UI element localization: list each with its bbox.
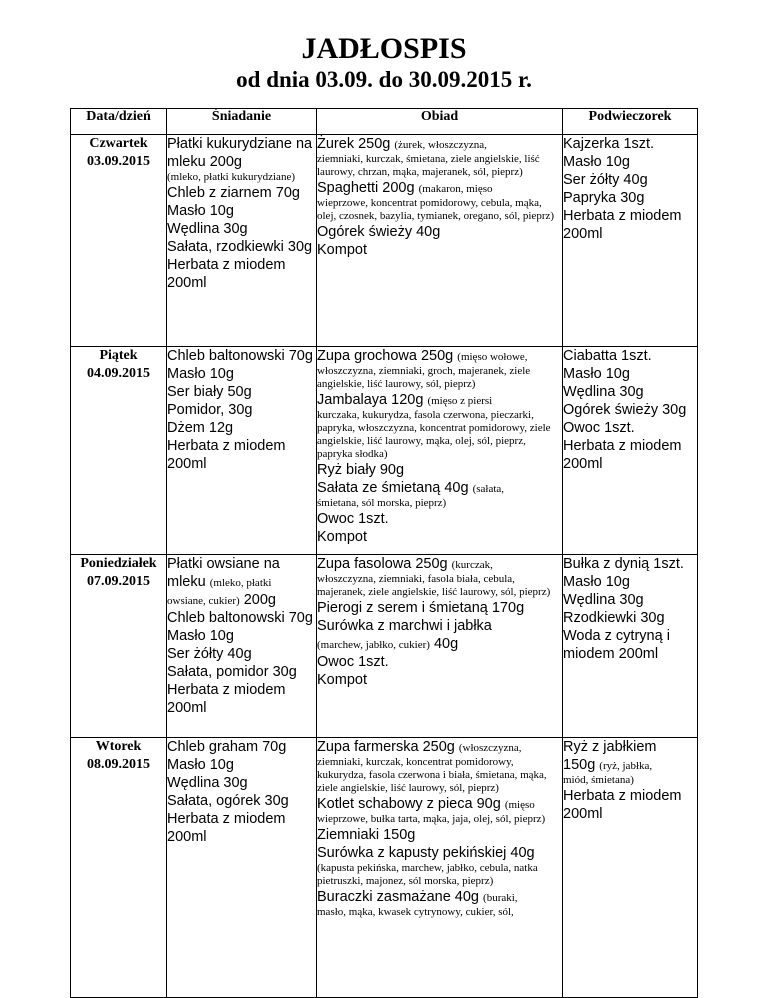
dish-name: Pomidor, 30g: [167, 402, 253, 418]
menu-item: [563, 365, 697, 383]
menu-item: [167, 419, 316, 437]
dish-name: Ciabatta 1szt.: [563, 348, 652, 364]
menu-item: [563, 383, 697, 401]
menu-item: [167, 609, 316, 627]
ingredients-note: (marchew, jabłko, cukier): [317, 639, 430, 651]
breakfast-cell: [167, 738, 317, 998]
ingredients-note: (mięso wołowe,: [457, 351, 528, 363]
dish-name: Żurek 250g: [317, 136, 391, 152]
dish-name: 150g: [563, 757, 596, 773]
dish-name: Ser biały 50g: [167, 384, 252, 400]
menu-item: [317, 241, 562, 259]
menu-item: [167, 238, 316, 256]
dish-name: Surówka z marchwi i jabłka: [317, 618, 492, 634]
dish-name: Woda z cytryną i miodem 200ml: [563, 628, 670, 662]
ingredients-note: (mięso z piersi: [427, 395, 493, 407]
dish-name: Ogórek świeży 30g: [563, 402, 687, 418]
menu-item: [317, 635, 562, 653]
dish-name: Płatki kukurydziane na mleku 200g: [167, 136, 313, 170]
column-header-lunch: Obiad: [317, 109, 563, 135]
menu-item: [167, 573, 316, 591]
ingredients-note: śmietana, sól morska, pieprz): [317, 497, 447, 509]
ingredients-note: owsiane, cukier): [167, 595, 240, 607]
ingredients-note: włoszczyzna, ziemniaki, groch, majeranek, ziele angielskie, liść laurowy, sól, pieprz): [317, 365, 531, 390]
menu-item: [317, 617, 562, 635]
dish-name: Spaghetti 200g: [317, 180, 415, 196]
lunch-cell: [317, 555, 563, 738]
ingredients-note: włoszczyzna, ziemniaki, fasola biała, cebula, majeranek, ziele angielskie, liść laurowy, sól, pieprz): [317, 573, 551, 598]
snack-cell: [563, 347, 698, 555]
snack-cell: [563, 555, 698, 738]
menu-item: [167, 365, 316, 383]
menu-item: [317, 671, 562, 689]
menu-item: [563, 189, 697, 207]
dish-name: Papryka 30g: [563, 190, 645, 206]
menu-item: [563, 135, 697, 153]
day-name: Piątek: [99, 348, 138, 363]
dish-name: Kajzerka 1szt.: [563, 136, 655, 152]
dish-name: Ryż z jabłkiem: [563, 739, 657, 755]
menu-item: [167, 663, 316, 681]
day-date: 03.09.2015: [87, 154, 150, 169]
menu-item: [317, 135, 562, 153]
dish-name: Wędlina 30g: [563, 592, 644, 608]
dish-name: Herbata z miodem 200ml: [563, 208, 682, 242]
menu-item: [167, 591, 316, 609]
dish-name: Masło 10g: [563, 366, 630, 382]
menu-item: [167, 774, 316, 792]
menu-item: [317, 599, 562, 617]
dish-name: Sałata, rzodkiewki 30g: [167, 239, 313, 255]
ingredients-note: wieprzowe, bułka tarta, mąka, jaja, olej, sól, pieprz): [317, 813, 546, 825]
menu-item: [563, 787, 697, 823]
menu-item: [563, 555, 697, 573]
dish-name: Chleb graham 70g: [167, 739, 287, 755]
menu-item: [563, 609, 697, 627]
dish-name: Ser żółty 40g: [167, 646, 252, 662]
menu-item: [167, 220, 316, 238]
menu-item: [317, 555, 562, 573]
menu-item: [167, 555, 316, 573]
dish-name: Wędlina 30g: [167, 775, 248, 791]
menu-item: [563, 738, 697, 756]
ingredients-note: miód, śmietana): [563, 774, 634, 786]
menu-item: [563, 591, 697, 609]
menu-item: [563, 153, 697, 171]
table-row: [71, 738, 698, 998]
ingredients-note: (makaron, mięso: [418, 183, 493, 195]
dish-name: Ziemniaki 150g: [317, 827, 416, 843]
dish-name: Herbata z miodem 200ml: [563, 788, 682, 822]
column-header-date: Data/dzień: [71, 109, 167, 135]
menu-item: [167, 184, 316, 202]
menu-item: [563, 401, 697, 419]
header-row: [71, 109, 698, 135]
ingredients-note: (kapusta pekińska, marchew, jabłko, cebula, natka pietruszki, majonez, sól morska, pieprz): [317, 862, 538, 887]
menu-item: [167, 627, 316, 645]
dish-name: Kompot: [317, 242, 367, 258]
menu-item: [167, 256, 316, 292]
menu-item: [563, 437, 697, 473]
dish-name: mleku: [167, 574, 206, 590]
menu-item: [167, 738, 316, 756]
ingredients-note: (kurczak,: [451, 559, 493, 571]
dish-name: Dżem 12g: [167, 420, 234, 436]
dish-name: Owoc 1szt.: [563, 420, 635, 436]
table-row: [71, 347, 698, 555]
menu-item: [167, 347, 316, 365]
dish-name: Herbata z miodem 200ml: [167, 811, 286, 845]
dish-name: Herbata z miodem 200ml: [167, 257, 286, 291]
day-name: Wtorek: [95, 739, 142, 754]
menu-item: [317, 347, 562, 365]
ingredients-note: (ryż, jabłka,: [599, 760, 653, 772]
menu-item: [317, 738, 562, 756]
day-name: Czwartek: [89, 136, 148, 151]
menu-item: [563, 171, 697, 189]
ingredients-note: ziemniaki, kurczak, śmietana, ziele angielskie, liść laurowy, chrzan, mąka, majeranek, sól, pieprz): [317, 153, 540, 178]
dish-name: Masło 10g: [563, 574, 630, 590]
dish-name: Chleb baltonowski 70g: [167, 610, 313, 626]
dish-name: Zupa farmerska 250g: [317, 739, 455, 755]
ingredients-note: masło, mąka, kwasek cytrynowy, cukier, sól,: [317, 906, 514, 918]
lunch-cell: [317, 347, 563, 555]
dish-name: Płatki owsiane na: [167, 556, 280, 572]
menu-item: [167, 756, 316, 774]
menu-item: [167, 792, 316, 810]
dish-name: Kompot: [317, 529, 367, 545]
menu-item: [317, 826, 562, 844]
menu-item: [317, 179, 562, 197]
menu-item: [317, 653, 562, 671]
dish-name: Ser żółty 40g: [563, 172, 648, 188]
dish-name: Chleb z ziarnem 70g: [167, 185, 300, 201]
menu-item: [563, 347, 697, 365]
dish-name: Owoc 1szt.: [317, 511, 389, 527]
menu-item: [563, 419, 697, 437]
menu-item: [167, 437, 316, 473]
ingredients-note: kurczaka, kukurydza, fasola czerwona, pieczarki, papryka, włoszczyzna, koncentrat pomidorowy, ziele angielskie, liść laurowy, mąka, olej, sól, pieprz, papryka słodka): [317, 409, 551, 460]
menu-item: [167, 383, 316, 401]
dish-name: Masło 10g: [167, 757, 234, 773]
day-cell: [71, 135, 167, 347]
dish-name: Kotlet schabowy z pieca 90g: [317, 796, 501, 812]
menu-item: [167, 401, 316, 419]
ingredients-note: (mięso: [504, 799, 535, 811]
dish-name: Kompot: [317, 672, 367, 688]
menu-item: [167, 202, 316, 220]
day-date: 04.09.2015: [87, 366, 150, 381]
menu-item: [563, 627, 697, 663]
ingredients-note: (włoszczyzna,: [458, 742, 522, 754]
dish-name: Wędlina 30g: [563, 384, 644, 400]
dish-name: Zupa fasolowa 250g: [317, 556, 448, 572]
lunch-cell: [317, 135, 563, 347]
dish-name: Masło 10g: [167, 203, 234, 219]
ingredients-note: ziemniaki, kurczak, koncentrat pomidorowy, kukurydza, fasola czerwona i biała, śmietana, mąka, ziele angielskie, liść laurowy, sól, pieprz): [317, 756, 547, 794]
dish-name: Herbata z miodem 200ml: [563, 438, 682, 472]
day-date: 07.09.2015: [87, 574, 150, 589]
snack-cell: [563, 135, 698, 347]
day-cell: [71, 555, 167, 738]
dish-name: Pierogi z serem i śmietaną 170g: [317, 600, 525, 616]
ingredients-note: (sałata,: [472, 483, 505, 495]
column-header-breakfast: Śniadanie: [167, 109, 317, 135]
dish-name: Ryż biały 90g: [317, 462, 405, 478]
portion-size: 200g: [243, 592, 276, 608]
menu-item: [563, 207, 697, 243]
menu-item: [167, 645, 316, 663]
table-row: [71, 555, 698, 738]
dish-name: Sałata ze śmietaną 40g: [317, 480, 469, 496]
dish-name: Herbata z miodem 200ml: [167, 682, 286, 716]
dish-name: Masło 10g: [563, 154, 630, 170]
dish-name: Jambalaya 120g: [317, 392, 424, 408]
day-date: 08.09.2015: [87, 757, 150, 772]
dish-name: Herbata z miodem 200ml: [167, 438, 286, 472]
menu-item: [563, 756, 697, 774]
portion-size: 40g: [433, 636, 459, 652]
menu-item: [167, 681, 316, 717]
menu-table: [70, 108, 698, 998]
menu-item: [317, 461, 562, 479]
dish-name: Ogórek świeży 40g: [317, 224, 441, 240]
breakfast-cell: [167, 347, 317, 555]
breakfast-cell: [167, 555, 317, 738]
ingredients-note: (mleko, płatki: [209, 577, 272, 589]
breakfast-cell: [167, 135, 317, 347]
column-header-snack: Podwieczorek: [563, 109, 698, 135]
page-subtitle: od dnia 03.09. do 30.09.2015 r.: [236, 67, 532, 92]
menu-item: [317, 391, 562, 409]
dish-name: Chleb baltonowski 70g: [167, 348, 313, 364]
menu-item: [317, 844, 562, 862]
menu-item: [317, 479, 562, 497]
menu-item: [317, 888, 562, 906]
ingredients-note: (buraki,: [483, 892, 518, 904]
dish-name: Bułka z dynią 1szt.: [563, 556, 684, 572]
page-title: JADŁOSPIS: [301, 32, 467, 65]
dish-name: Masło 10g: [167, 366, 234, 382]
lunch-cell: [317, 738, 563, 998]
menu-item: [317, 223, 562, 241]
dish-name: Masło 10g: [167, 628, 234, 644]
dish-name: Sałata, pomidor 30g: [167, 664, 297, 680]
table-row: [71, 135, 698, 347]
dish-name: Rzodkiewki 30g: [563, 610, 665, 626]
dish-name: Zupa grochowa 250g: [317, 348, 454, 364]
dish-name: Buraczki zasmażane 40g: [317, 889, 479, 905]
dish-name: Surówka z kapusty pekińskiej 40g: [317, 845, 535, 861]
dish-name: Sałata, ogórek 30g: [167, 793, 289, 809]
day-name: Poniedziałek: [80, 556, 157, 571]
ingredients-note: (mleko, płatki kukurydziane): [167, 171, 295, 183]
ingredients-note: wieprzowe, koncentrat pomidorowy, cebula, mąka, olej, czosnek, bazylia, tymianek, oregano, sól, pieprz): [317, 197, 555, 222]
ingredients-note: (żurek, włoszczyzna,: [394, 139, 487, 151]
menu-item: [563, 573, 697, 591]
menu-item: [167, 810, 316, 846]
menu-item: [317, 795, 562, 813]
snack-cell: [563, 738, 698, 998]
menu-item: [167, 135, 316, 171]
day-cell: [71, 347, 167, 555]
day-cell: [71, 738, 167, 998]
dish-name: Wędlina 30g: [167, 221, 248, 237]
menu-item: [317, 510, 562, 528]
dish-name: Owoc 1szt.: [317, 654, 389, 670]
menu-item: [317, 528, 562, 546]
